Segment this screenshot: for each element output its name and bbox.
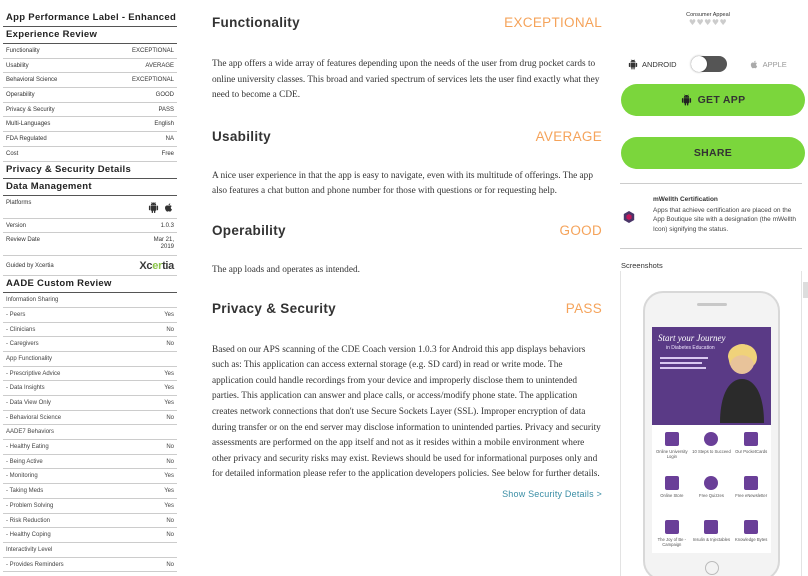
screenshot-tile: Online Store <box>652 473 692 511</box>
screenshots-carousel[interactable] <box>620 271 802 576</box>
screenshot-tile: Knowledge Bytes <box>731 517 771 553</box>
screenshot-tile: Free Quizzes <box>692 473 732 511</box>
cards-icon <box>744 432 758 446</box>
platforms-row: Platforms <box>3 196 177 219</box>
aade-row: - Clinicians No <box>3 323 177 338</box>
banner-text-line <box>660 367 706 369</box>
experience-row-usability: Usability AVERAGE <box>3 59 177 74</box>
operability-text: The app loads and operates as intended. <box>212 264 360 275</box>
banner-subtitle: in Diabetes Education <box>666 345 715 351</box>
experience-row-privacy: Privacy & Security PASS <box>3 103 177 118</box>
certification-title: mWellth Certification <box>653 196 718 203</box>
phone-mockup <box>643 291 780 576</box>
functionality-rating: EXCEPTIONAL <box>504 14 602 30</box>
aade-row: - Provides Reminders No <box>3 558 177 573</box>
apple-icon <box>163 202 174 213</box>
aade-row: - Data Insights Yes <box>3 381 177 396</box>
android-icon <box>681 94 692 106</box>
question-icon <box>704 476 718 490</box>
experience-row-fda: FDA Regulated NA <box>3 132 177 147</box>
show-security-details-link[interactable]: Show Security Details > <box>502 488 602 499</box>
get-app-label: GET APP <box>697 94 746 106</box>
aade-row: - Problem Solving Yes <box>3 499 177 514</box>
screenshot-tile: Online University Login <box>652 429 692 467</box>
experience-row-functionality: Functionality EXCEPTIONAL <box>3 44 177 59</box>
syringe-icon <box>704 520 718 534</box>
phone-speaker <box>697 303 727 306</box>
functionality-text: The app offers a wide array of features depending upon the needs of the user from drug pocket cards to online university classes. This broad and varied spectrum of services lets the user find exactly what they need to become a CDE. <box>212 59 600 101</box>
aade-row: - Prescriptive Advice Yes <box>3 367 177 382</box>
cart-icon <box>665 476 679 490</box>
aade-row: - Healthy Coping No <box>3 528 177 543</box>
review-content <box>212 0 602 499</box>
aade-row: - Caregivers No <box>3 337 177 352</box>
privacy-text: Based on our APS scanning of the CDE Coach version 1.0.3 for Android this app displays behaviors such as: This application can access external storage (e.g. SD card) in read or write mode. The application could handle recordings from your device and improperly disclose them to unintended parties. This application can answer and place calls, or access/modify phone state. The application creates network connections that don't use Secure Sockets Layer (SSL). Improper encryption of data during transfer or on the end server may disclose information to unintended parties. Privacy and security assessments are performed on the app itself and not as it resides within a mobile environment where other privacy and security risks may exist. Reviews should be used for informational purposes only and for detailed information please refer to the application developers policies. See below for further details. <box>212 344 601 480</box>
screenshot-tile-grid <box>652 429 771 553</box>
mail-icon <box>744 476 758 490</box>
usability-rating: AVERAGE <box>535 129 602 145</box>
get-app-button[interactable] <box>621 84 805 116</box>
screenshot-tile: Our PocketCards <box>731 429 771 467</box>
privacy-rating: PASS <box>565 301 602 317</box>
banner-text-line <box>660 362 702 364</box>
app-screenshot <box>652 327 771 553</box>
privacy-title: Privacy & Security <box>212 301 336 317</box>
privacy-details-link[interactable]: Privacy & Security Details <box>3 162 177 179</box>
privacy-section <box>212 297 602 499</box>
aade-row: - Healthy Eating No <box>3 440 177 455</box>
phone-home-button <box>705 561 719 575</box>
aade-row: - Peers Yes <box>3 308 177 323</box>
scrollbar-thumb[interactable] <box>803 282 808 298</box>
certification-box <box>620 183 802 249</box>
aade-review-heading: AADE Custom Review <box>3 276 177 293</box>
person-photo-icon <box>716 335 768 423</box>
toggle-apple-label: APPLE <box>762 59 787 69</box>
experience-row-languages: Multi-Languages English <box>3 117 177 132</box>
aade-row: - Taking Meds Yes <box>3 484 177 499</box>
xcertia-logo[interactable]: Xcertia <box>139 260 174 273</box>
switch-knob <box>691 56 707 72</box>
experience-row-operability: Operability GOOD <box>3 88 177 103</box>
performance-label-sidebar <box>3 10 177 572</box>
android-icon <box>148 202 159 213</box>
graduation-cap-icon <box>744 520 758 534</box>
aade-row: - Being Active No <box>3 455 177 470</box>
aade-row: AADE7 Behaviors <box>3 425 177 440</box>
screenshot-banner <box>652 327 771 425</box>
toggle-android-label: ANDROID <box>642 59 677 69</box>
share-button[interactable] <box>621 137 805 169</box>
screenshot-tile: Insulin & Injectables <box>692 517 732 553</box>
experience-review-heading: Experience Review <box>3 27 177 44</box>
functionality-section <box>212 10 602 104</box>
experience-row-behavioral-science: Behavioral Science EXCEPTIONAL <box>3 73 177 88</box>
apple-fruit-icon <box>704 432 718 446</box>
review-date-row: Review Date Mar 21, 2019 <box>3 233 177 256</box>
platform-toggle <box>628 56 804 72</box>
aade-row: - Data View Only Yes <box>3 396 177 411</box>
certification-text: Apps that achieve certification are placed on the App Boutique site with a designation (the mWellth Icon) signifying the status. <box>653 207 796 233</box>
screenshots-label: Screenshots <box>621 261 663 270</box>
aade-row: Interactivity Level <box>3 543 177 558</box>
consumer-appeal-label: Consumer Appeal <box>686 12 730 18</box>
aade-review-list <box>3 293 177 572</box>
apple-icon <box>749 59 759 70</box>
screenshot-tile: The Joy of Be - Campaign <box>652 517 692 553</box>
functionality-title: Functionality <box>212 14 300 30</box>
consumer-appeal <box>680 0 736 27</box>
experience-row-cost: Cost Free <box>3 147 177 162</box>
aade-row: - Monitoring Yes <box>3 469 177 484</box>
share-label: SHARE <box>693 147 733 159</box>
screenshot-tile: Free eNewsletter <box>731 473 771 511</box>
version-row: Version 1.0.3 <box>3 219 177 234</box>
aade-row: - Risk Reduction No <box>3 514 177 529</box>
android-icon <box>628 59 638 70</box>
calendar-icon <box>665 520 679 534</box>
data-management-heading: Data Management <box>3 179 177 196</box>
app-action-panel <box>620 0 808 547</box>
platform-switch[interactable] <box>691 56 727 72</box>
usability-section <box>212 125 602 200</box>
label-title: App Performance Label - Enhanced <box>3 10 177 27</box>
operability-title: Operability <box>212 223 286 239</box>
usability-title: Usability <box>212 129 271 145</box>
mwellth-badge-icon <box>623 211 635 223</box>
operability-section <box>212 219 602 279</box>
usability-text: A nice user experience in that the app is easy to navigate, even with its multitude of offerings. The app also features a chat button and phone number for those with questions or for requesting help. <box>212 170 593 197</box>
aade-row: Information Sharing <box>3 293 177 308</box>
banner-title: Start your Journey <box>658 333 726 343</box>
aade-row: - Behavioral Science No <box>3 411 177 426</box>
banner-text-line <box>660 357 708 359</box>
operability-rating: GOOD <box>559 223 602 239</box>
monitor-icon <box>665 432 679 446</box>
screenshot-tile: 10 Steps to Succeed <box>692 429 732 467</box>
aade-row: App Functionality <box>3 352 177 367</box>
heart-rating-icon: ♥♥♥♥♥ <box>688 18 728 27</box>
guided-by-row: Guided by Xcertia Xcertia <box>3 256 177 276</box>
